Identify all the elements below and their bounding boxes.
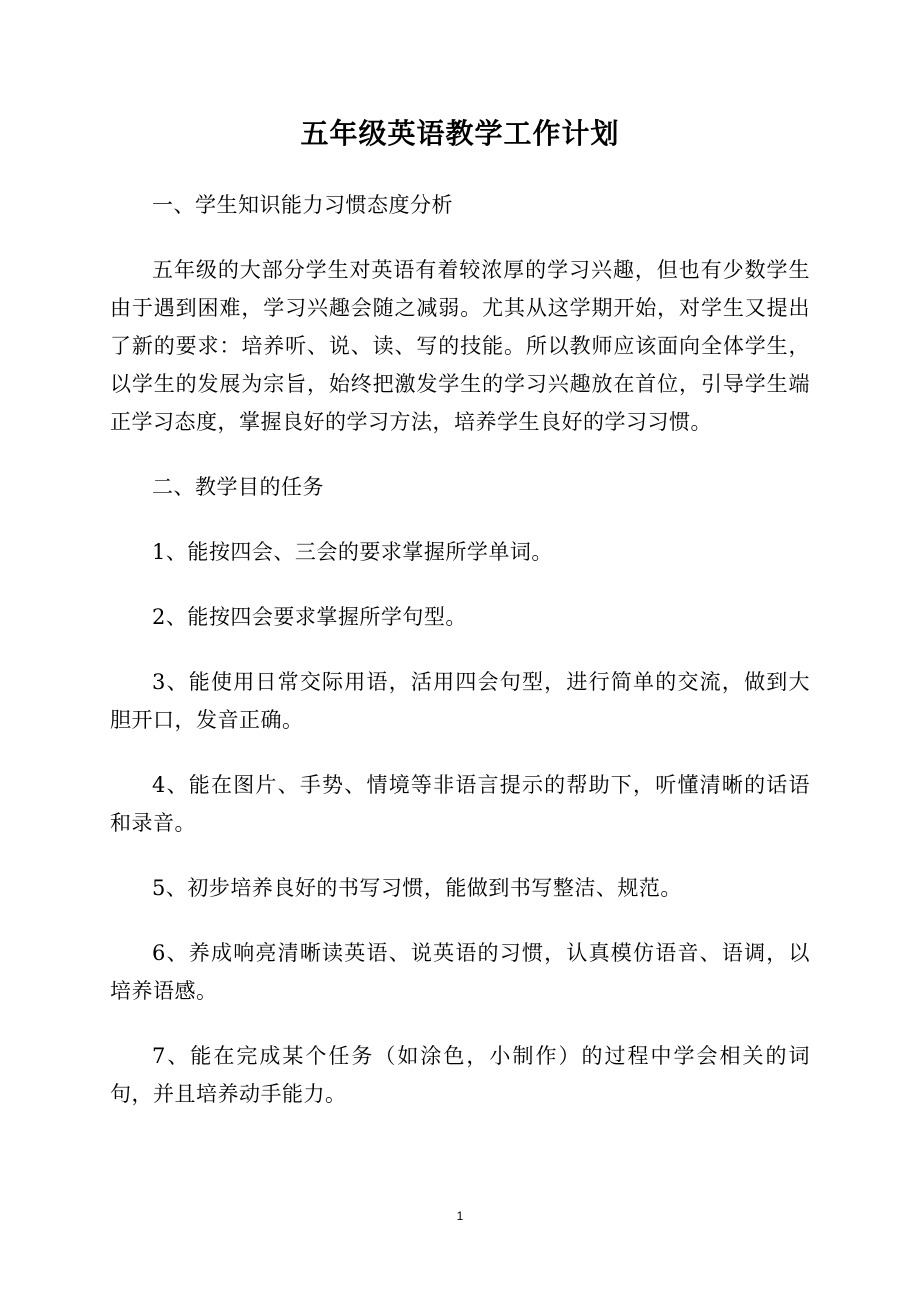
section-heading-goals: 二、教学目的任务: [152, 475, 324, 499]
section-heading-analysis: 一、学生知识能力习惯态度分析: [152, 193, 453, 217]
goal-item-1: 1、能按四会、三会的要求掌握所学单词。: [152, 540, 553, 564]
goal-item-6: 6、养成响亮清晰读英语、说英语的习惯，认真模仿语音、语调，以培养语感。: [110, 941, 810, 1003]
goal-item-3: 3、能使用日常交际用语，活用四会句型，进行简单的交流，做到大胆开口，发音正确。: [110, 670, 810, 732]
document-title: 五年级英语教学工作计划: [300, 117, 620, 150]
analysis-paragraph: 五年级的大部分学生对英语有着较浓厚的学习兴趣，但也有少数学生由于遇到困难，学习兴趣会随之减弱。尤其从这学期开始，对学生又提出了新的要求：培养听、说、读、写的技能。所以教师应该面向全体学生，以学生的发展为宗旨，始终把激发学生的学习兴趣放在首位，引导学生端正学习态度，掌握良好的学习方法，培养学生良好的学习习惯。: [110, 258, 810, 434]
page-number: 1: [456, 1209, 464, 1223]
goal-item-4: 4、能在图片、手势、情境等非语言提示的帮助下，听懂清晰的话语和录音。: [110, 773, 810, 835]
goal-item-2: 2、能按四会要求掌握所学句型。: [152, 605, 467, 629]
goal-item-5: 5、初步培养良好的书写习惯，能做到书写整洁、规范。: [152, 876, 682, 900]
document-body: [110, 186, 810, 1140]
goal-item-7: 7、能在完成某个任务（如涂色，小制作）的过程中学会相关的词句，并且培养动手能力。: [110, 1044, 810, 1106]
